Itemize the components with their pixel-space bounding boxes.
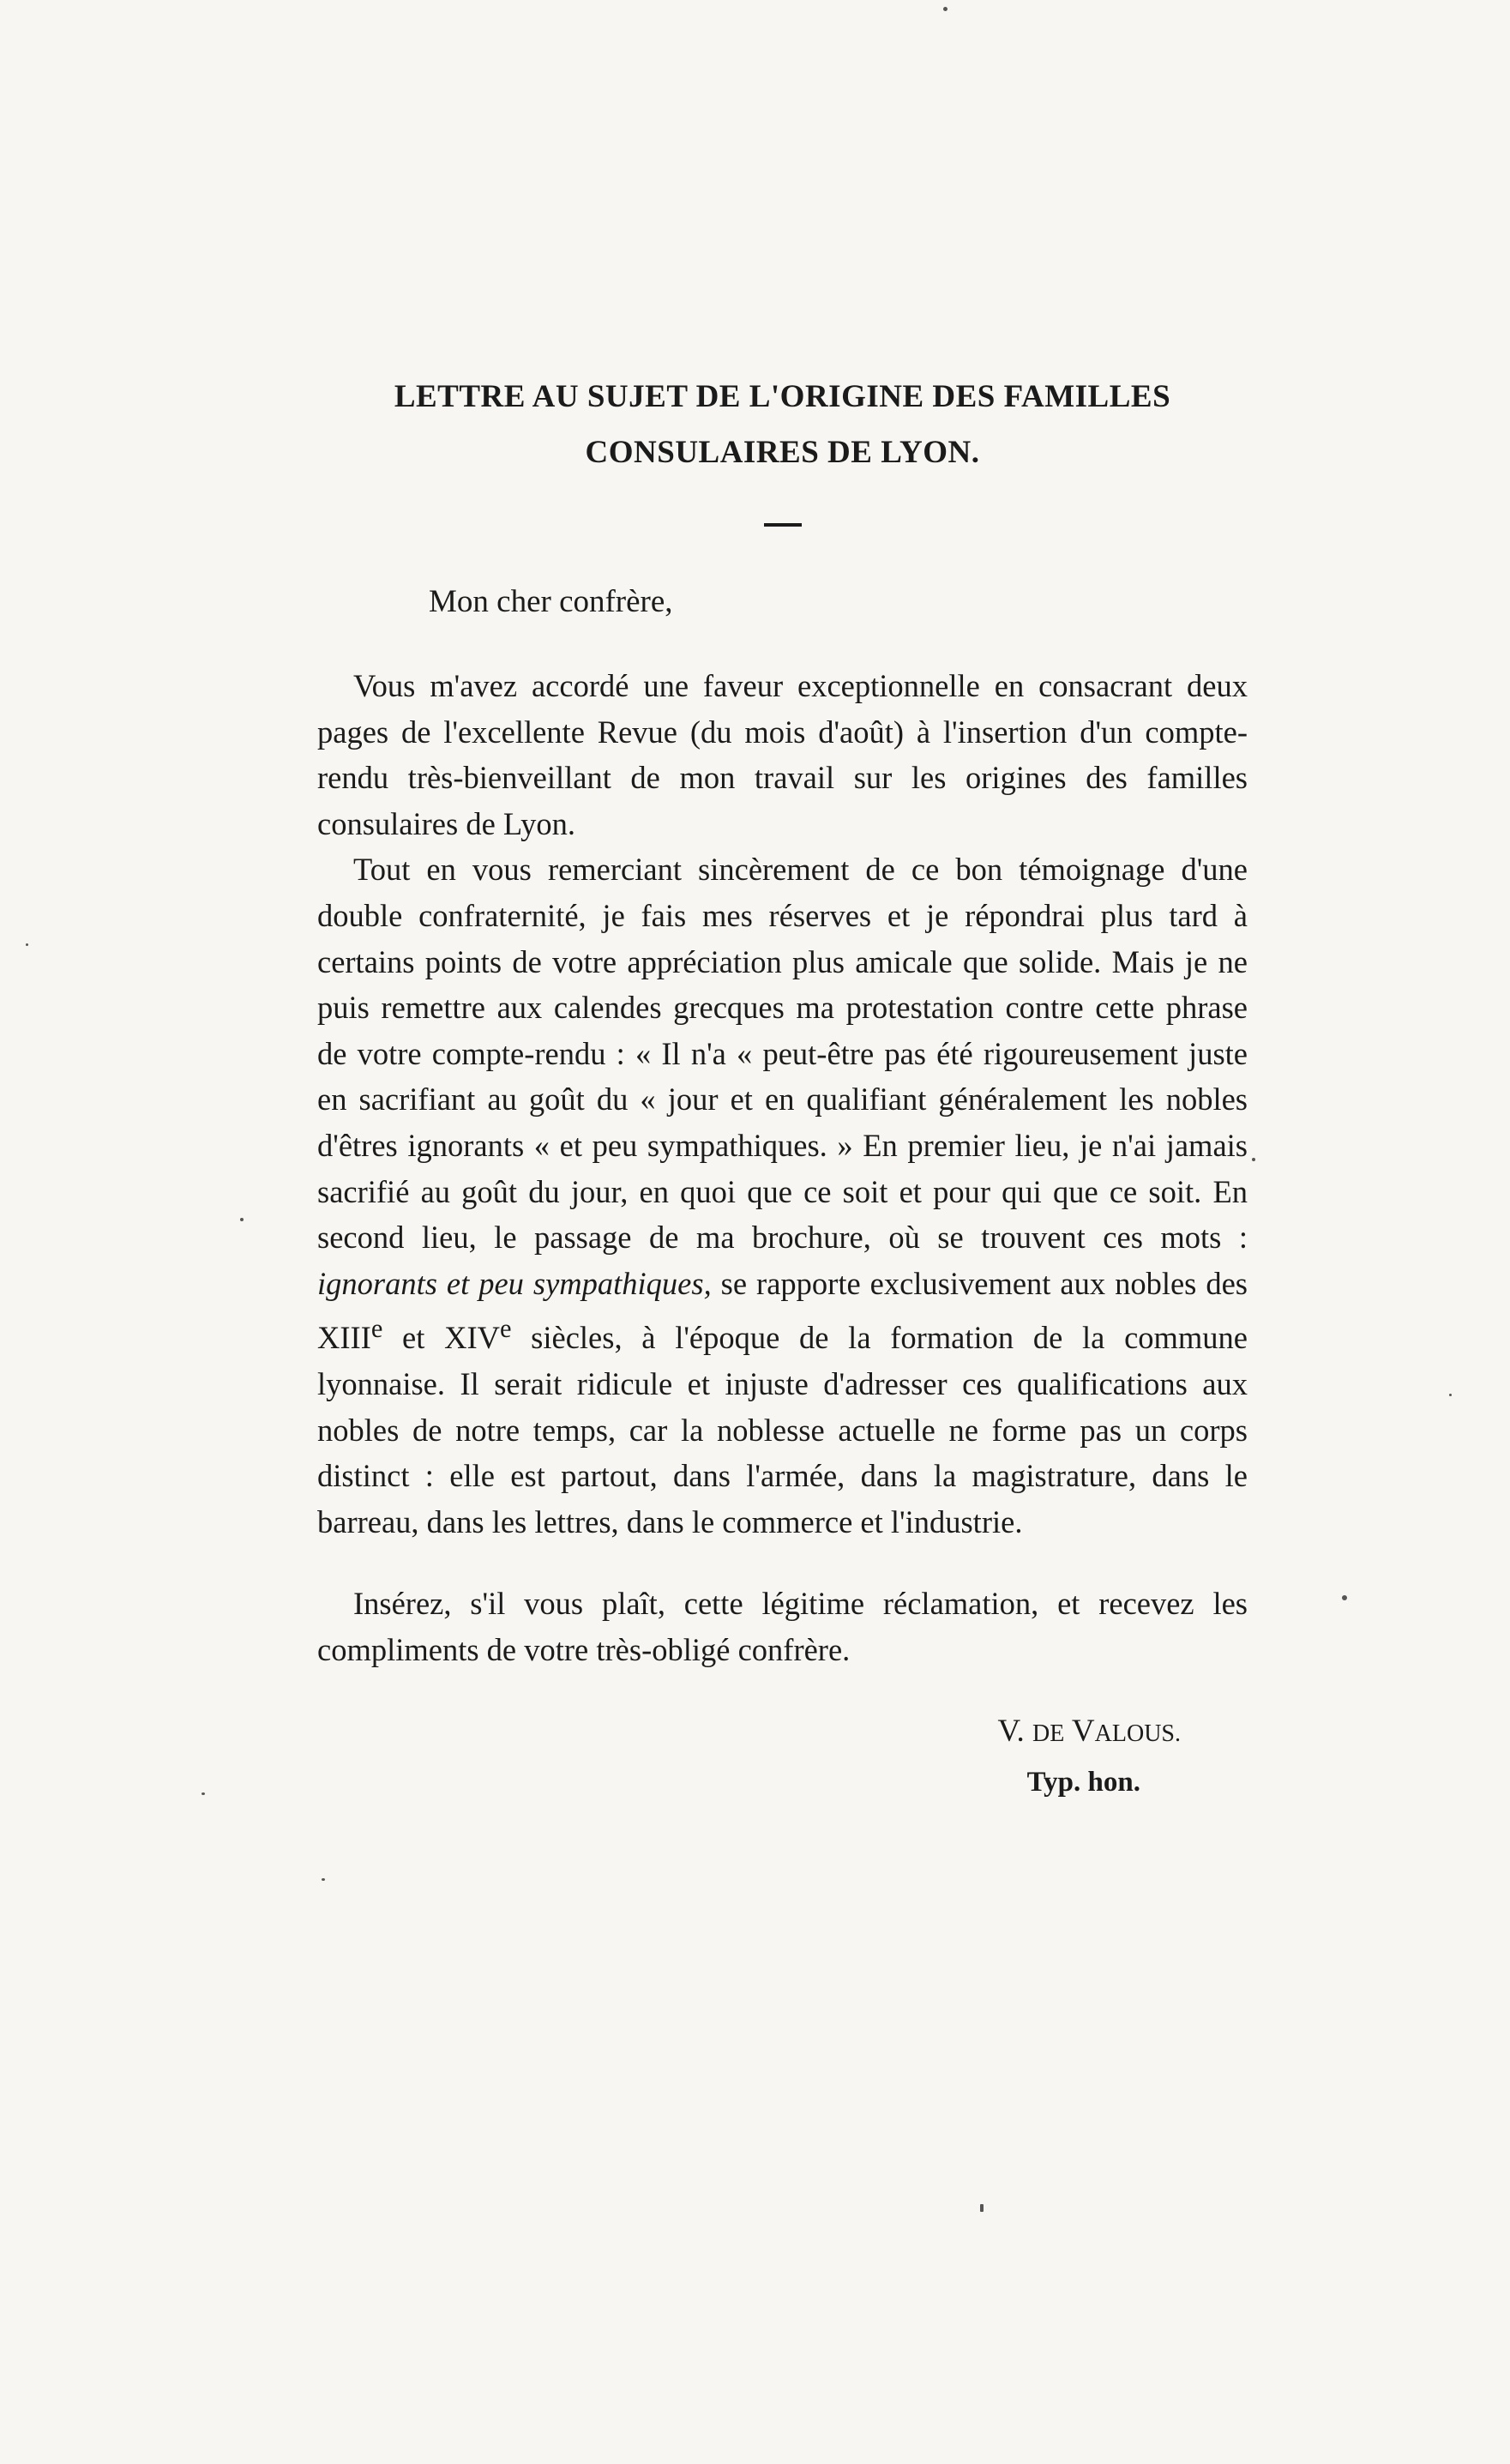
scan-speck	[240, 1218, 244, 1221]
century-13: XIII	[317, 1320, 371, 1356]
scan-speck	[1342, 1595, 1347, 1600]
letter-title	[317, 369, 1248, 480]
signature-particle: DE	[1032, 1720, 1065, 1747]
printer-note: Typ. hon.	[1026, 1766, 1140, 1798]
title-line-1: LETTRE AU SUJET DE L'ORIGINE DES FAMILLES	[394, 379, 1171, 414]
paragraph-3: Insérez, s'il vous plaît, cette légitime réclamation, et recevez les compliments de votre très-obligé confrère.	[317, 1586, 1248, 1668]
century-14-superscript: e	[499, 1314, 512, 1344]
scan-speck	[980, 2204, 984, 2212]
italic-quote: ignorants et peu sympathiques,	[317, 1265, 712, 1301]
century-13-superscript: e	[370, 1314, 383, 1344]
century-14: XIV	[444, 1320, 500, 1356]
scan-speck	[943, 7, 948, 11]
scan-speck	[1252, 1158, 1255, 1161]
signature-initial: V.	[997, 1713, 1025, 1749]
signature-name-rest: ALOUS.	[1094, 1720, 1181, 1747]
letter-page	[317, 369, 1248, 1801]
scan-speck	[202, 1792, 205, 1795]
paragraph-1: Vous m'avez accordé une faveur exceptionnelle en consacrant deux pages de l'excellente Revue (du mois d'août) à l'insertion d'un compte-rendu très-bienveillant de mon travail sur les origines des familles consulaires de Lyon.	[317, 668, 1248, 841]
salutation: Mon cher confrère,	[429, 584, 673, 619]
scan-speck	[322, 1878, 325, 1881]
paragraph-2	[317, 846, 1248, 1545]
paragraph-2-text: Tout en vous remerciant sincèrement de ce bon témoignage d'une double confraternité, je fais mes réserves et je répondrai plus tard à certains points de votre appréciation plus amicale que solide. Mais je ne puis remettre aux calendes grecques ma protestation contre cette phrase de votre compte-rendu : « Il n'a « peut-être pas été rigoureusement juste en sacrifiant au goût du « jour et en qualifiant généralement les nobles d'êtres ignorants « et peu sympathiques. » En premier lieu, je n'ai jamais sacrifié au goût du jour, en quoi que ce soit et pour qui que ce soit. En second lieu, le passage de ma brochure, où se trouvent ces mots :	[317, 852, 1248, 1256]
signature-name-initial: V	[1071, 1713, 1095, 1749]
paragraph-2-end: siècles, à l'époque de la formation de la commune lyonnaise. Il serait ridicule et injuste d'adresser ces qualifications aux nobles de notre temps, car la noblesse actuelle ne forme pas un corps distinct : elle est partout, dans l'armée, dans la magistrature, dans le barreau, dans les lettres, dans le commerce et l'industrie.	[317, 1320, 1248, 1539]
title-line-2: CONSULAIRES DE LYON.	[585, 435, 980, 470]
scan-speck	[1449, 1394, 1452, 1396]
paragraph-2-and: et	[382, 1320, 445, 1356]
scan-speck	[26, 943, 28, 946]
signature	[317, 1709, 1248, 1756]
paragraph-2-continued: se rapporte exclusivement aux nobles des	[711, 1265, 1248, 1301]
title-divider	[764, 523, 802, 527]
